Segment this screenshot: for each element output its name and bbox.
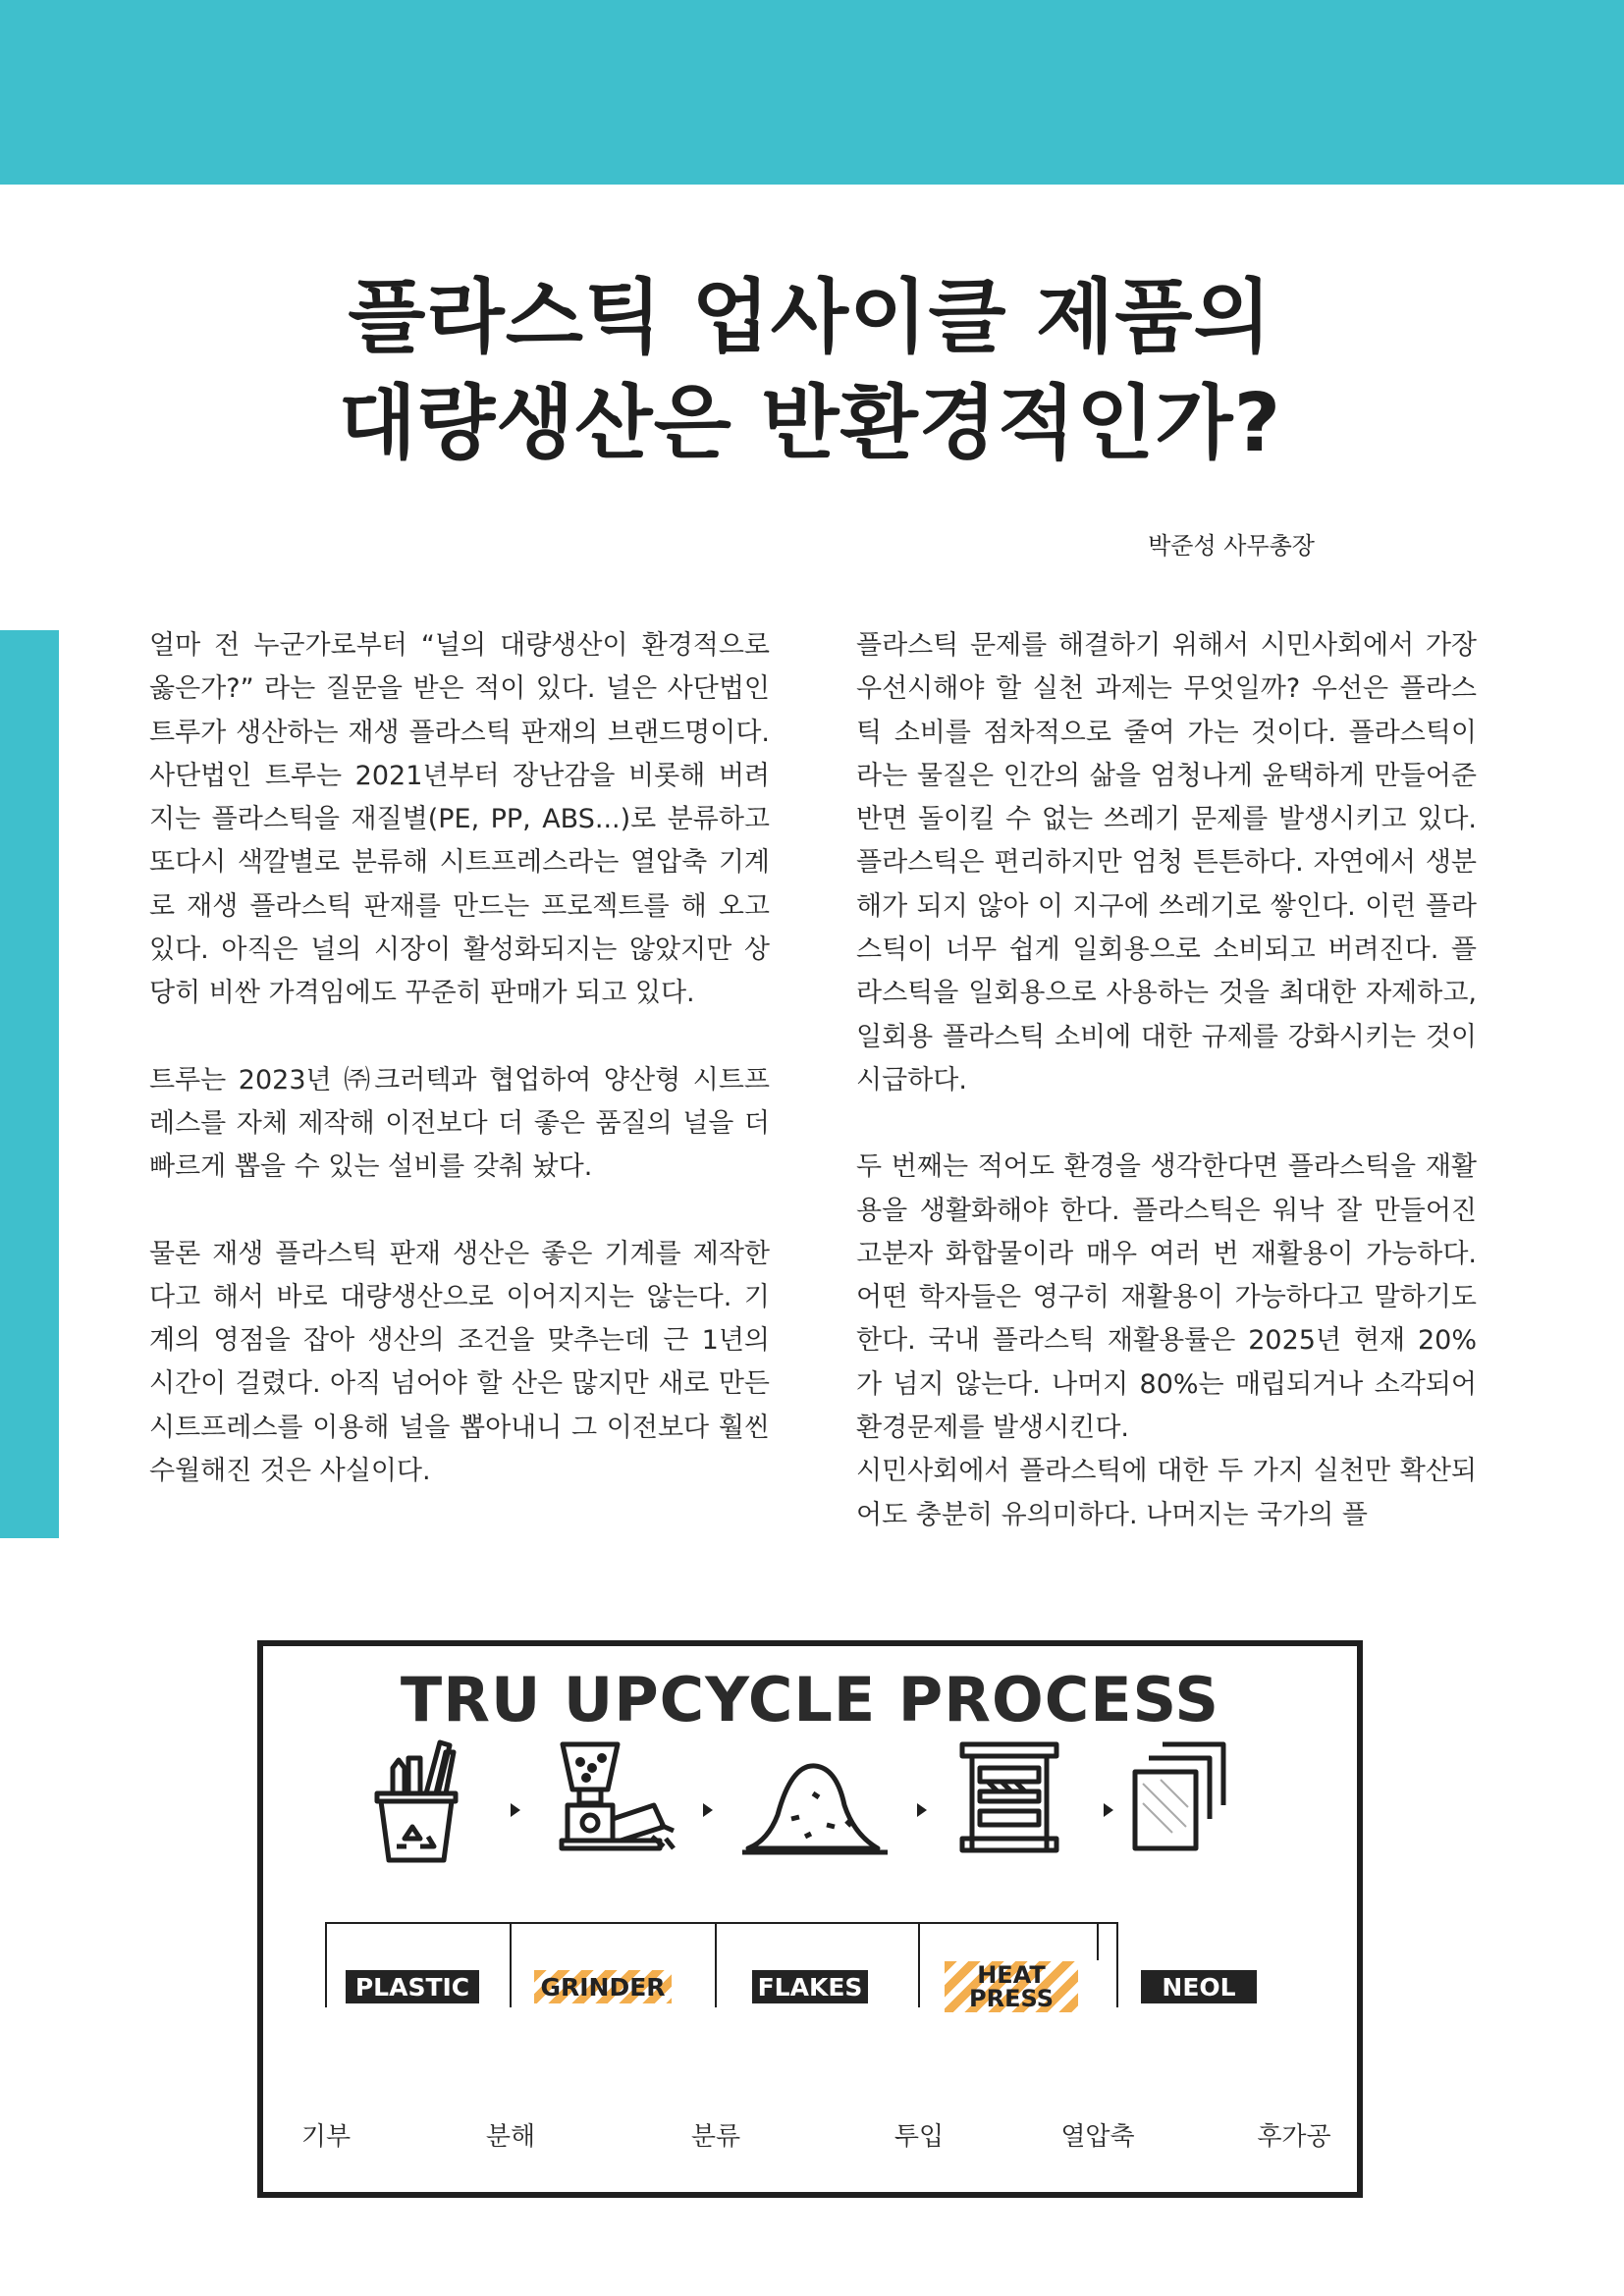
- title-line-1: 플라스틱 업사이클 제품의: [348, 271, 1272, 364]
- arrow-icon: [703, 1803, 713, 1817]
- author-byline: 박준성 사무총장: [1148, 532, 1315, 560]
- label-neol: NEOL: [1141, 1970, 1257, 2003]
- paragraph: 물론 재생 플라스틱 판재 생산은 좋은 기계를 제작한다고 해서 바로 대량생산으로 이어지지는 않는다. 기계의 영점을 잡아 생산의 조건을 맞추는데 근 1년의 시간이 걸렸다. 아직 넘어야 할 산은 많지만 새로 만든 시트프레스를 이용해 널을 뽑아내니 그 이전보다 훨씬 수월해진 것은 사실이다.: [149, 1238, 770, 1487]
- side-accent-bar: [0, 630, 59, 1538]
- arrow-icon: [511, 1803, 520, 1817]
- grinder-icon: [562, 1744, 674, 1848]
- panels-icon: [1135, 1744, 1223, 1848]
- diagram-title: TRU UPCYCLE PROCESS: [400, 1664, 1220, 1735]
- page-title: [147, 265, 1473, 477]
- label-grinder: GRINDER: [534, 1970, 672, 2003]
- step-label: 분류: [690, 2122, 741, 2152]
- step-label: 분해: [485, 2122, 536, 2152]
- label-plastic: PLASTIC: [346, 1970, 479, 2003]
- arrow-icon: [917, 1803, 927, 1817]
- process-diagram: [257, 1640, 1363, 2198]
- paragraph: 두 번째는 적어도 환경을 생각한다면 플라스틱을 재활용을 생활화해야 한다. 플라스틱은 워낙 잘 만들어진 고분자 화합물이라 매우 여러 번 재활용이 가능하다. 어떤 학자들은 영구히 재활용이 가능하다고 말하기도 한다. 국내 플라스틱 재활용률은 2025년 현재 20%가 넘지 않는다. 나머지 80%는 매립되거나 소각되어 환경문제를 발생시킨다.: [856, 1151, 1477, 1444]
- step-label: 열압축: [1060, 2122, 1135, 2152]
- step-label: 후가공: [1257, 2122, 1331, 2152]
- paragraph: 트루는 2023년 ㈜크러텍과 협업하여 양산형 시트프레스를 자체 제작해 이전보다 더 좋은 품질의 널을 더 빠르게 뽑을 수 있는 설비를 갖춰 놨다.: [149, 1064, 770, 1183]
- arrow-icon: [1104, 1803, 1113, 1817]
- label-heat-press: [945, 1961, 1078, 2012]
- paragraph: 얼마 전 누군가로부터 “널의 대량생산이 환경적으로 옳은가?” 라는 질문을 받은 적이 있다. 널은 사단법인 트루가 생산하는 재생 플라스틱 판재의 브랜드명이다. 사단법인 트루는 2021년부터 장난감을 비롯해 버려지는 플라스틱을 재질별(PE, PP, ABS...)로 분류하고 또다시 색깔별로 분류해 시트프레스라는 열압축 기계로 재생 플라스틱 판재를 만드는 프로젝트를 해 오고 있다. 아직은 널의 시장이 활성화되지는 않았지만 상당히 비싼 가격임에도 꾸준히 판매가 되고 있다.: [149, 630, 770, 1009]
- label-flakes: FLAKES: [752, 1970, 868, 2003]
- title-line-2: 대량생산은 반환경적인가?: [338, 377, 1282, 470]
- article-column-left: [149, 624, 770, 1493]
- paragraph: 시민사회에서 플라스틱에 대한 두 가지 실천만 확산되어도 충분히 유의미하다. 나머지는 국가의 플: [856, 1456, 1477, 1530]
- step-label: 투입: [893, 2122, 945, 2152]
- paragraph: 플라스틱 문제를 해결하기 위해서 시민사회에서 가장 우선시해야 할 실천 과제는 무엇일까? 우선은 플라스틱 소비를 점차적으로 줄여 가는 것이다. 플라스틱이라는 물질은 인간의 삶을 엄청나게 윤택하게 만들어준 반면 돌이킬 수 없는 쓰레기 문제를 발생시키고 있다. 플라스틱은 편리하지만 엄청 튼튼하다. 자연에서 생분해가 되지 않아 이 지구에 쓰레기로 쌓인다. 이런 플라스틱이 너무 쉽게 일회용으로 소비되고 버려진다. 플라스틱을 일회용으로 사용하는 것을 최대한 자제하고, 일회용 플라스틱 소비에 대한 규제를 강화시키는 것이 시급하다.: [856, 630, 1477, 1095]
- label-heat-press-line-1: HEAT: [977, 1961, 1046, 1989]
- article-column-right: [856, 624, 1477, 1537]
- heat-press-icon: [962, 1744, 1056, 1850]
- flakes-pile-icon: [742, 1766, 888, 1852]
- step-label: 기부: [300, 2122, 352, 2152]
- label-heat-press-line-2: PRESS: [969, 1985, 1054, 2012]
- recycle-bin-icon: [377, 1742, 456, 1860]
- header-band: [0, 0, 1624, 185]
